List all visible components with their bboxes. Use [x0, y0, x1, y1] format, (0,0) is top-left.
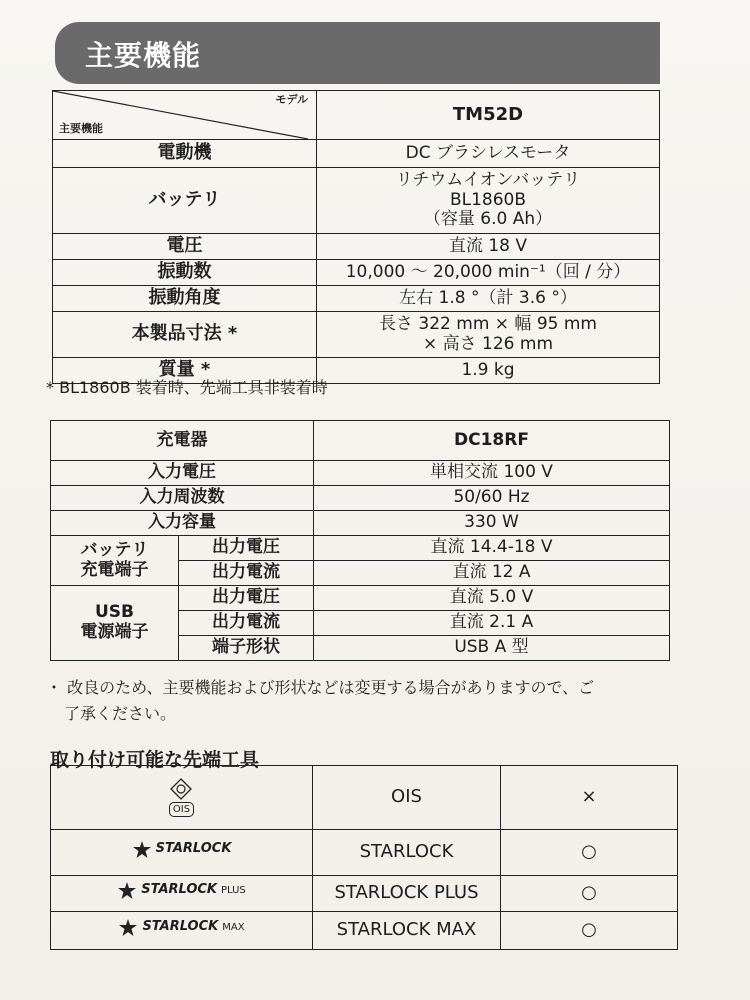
usb-output-current-value: 直流 2.1 A	[314, 611, 670, 636]
battery-output-voltage-value: 直流 14.4-18 V	[314, 536, 670, 561]
spec-table	[52, 90, 660, 384]
starlock-plus-logo-text: STARLOCK	[141, 882, 217, 898]
dimensions-line1: 長さ 322 mm × 幅 95 mm	[379, 313, 597, 334]
tools-heading: 取り付け可能な先端工具	[50, 749, 260, 771]
spec-label-weight: 質量 *	[53, 358, 317, 384]
model-name: TM52D	[317, 91, 660, 140]
charger-value-input-frequency: 50/60 Hz	[314, 486, 670, 511]
charger-note-line1: ・ 改良のため、主要機能および形状などは変更する場合がありますので、ご	[46, 678, 595, 697]
title-bar	[55, 22, 660, 84]
battery-type: リチウムイオンバッテリ	[395, 170, 581, 191]
starlock-logo	[132, 840, 232, 860]
model-label: モデル	[275, 93, 308, 106]
starlock-max-logo	[118, 918, 244, 938]
spec-label-angle: 振動角度	[53, 286, 317, 312]
spec-value-voltage: 直流 18 V	[317, 234, 660, 260]
charger-table	[50, 420, 670, 661]
battery-output-current-value: 直流 12 A	[314, 561, 670, 586]
tool-name-starlock-max: STARLOCK MAX	[313, 912, 501, 950]
spec-value-motor: DC ブラシレスモータ	[317, 140, 660, 168]
tool-name-ois: OIS	[313, 766, 501, 830]
starlock-plus-logo-suffix: PLUS	[221, 884, 246, 896]
spec-label-voltage: 電圧	[53, 234, 317, 260]
usb-terminal-line2: 電源端子	[80, 622, 149, 642]
spec-value-battery	[317, 168, 660, 234]
charger-value-input-capacity: 330 W	[314, 511, 670, 536]
tool-mark-starlock-max: ○	[501, 912, 678, 950]
battery-terminal-line1: バッテリ	[80, 539, 149, 560]
charger-label-input-capacity: 入力容量	[51, 511, 314, 536]
tool-logo-ois	[51, 766, 313, 830]
spec-header-diagonal-cell	[53, 91, 317, 140]
charger-label-input-voltage: 入力電圧	[51, 461, 314, 486]
tool-mark-starlock: ○	[501, 830, 678, 876]
charger-model: DC18RF	[314, 421, 670, 461]
starlock-logo-text: STARLOCK	[155, 841, 232, 857]
usb-terminal-group-label	[51, 586, 179, 661]
tool-name-starlock: STARLOCK	[313, 830, 501, 876]
spec-label-battery: バッテリ	[53, 168, 317, 234]
battery-capacity: （容量 6.0 Ah）	[423, 209, 553, 230]
usb-output-current-label: 出力電流	[179, 611, 314, 636]
battery-output-current-label: 出力電流	[179, 561, 314, 586]
usb-terminal-shape-label: 端子形状	[179, 636, 314, 661]
starlock-max-logo-text: STARLOCK	[142, 919, 219, 935]
tool-logo-starlock-plus	[51, 876, 313, 912]
usb-terminal-shape-value: USB A 型	[314, 636, 670, 661]
spec-label-motor: 電動機	[53, 140, 317, 168]
starlock-plus-icon	[117, 881, 137, 901]
usb-output-voltage-value: 直流 5.0 V	[314, 586, 670, 611]
battery-model: BL1860B	[449, 189, 527, 210]
tool-mark-starlock-plus: ○	[501, 876, 678, 912]
starlock-max-logo-suffix: MAX	[222, 921, 245, 933]
tools-table	[50, 765, 678, 950]
starlock-max-icon	[118, 918, 138, 938]
spec-value-frequency: 10,000 ～ 20,000 min⁻¹（回 / 分）	[317, 260, 660, 286]
battery-output-voltage-label: 出力電圧	[179, 536, 314, 561]
tool-mark-ois: ×	[501, 766, 678, 830]
tool-logo-starlock-max	[51, 912, 313, 950]
starlock-icon	[132, 840, 152, 860]
usb-terminal-line1: USB	[94, 602, 134, 623]
spec-value-angle: 左右 1.8 °（計 3.6 °）	[317, 286, 660, 312]
charger-header-label: 充電器	[51, 421, 314, 461]
charger-note-line2: 了承ください。	[64, 704, 177, 723]
spec-label-frequency: 振動数	[53, 260, 317, 286]
usb-output-voltage-label: 出力電圧	[179, 586, 314, 611]
spec-label-dimensions: 本製品寸法 *	[53, 312, 317, 358]
charger-value-input-voltage: 単相交流 100 V	[314, 461, 670, 486]
battery-terminal-group-label	[51, 536, 179, 586]
ois-logo-text: OIS	[169, 802, 194, 818]
ois-icon	[170, 778, 192, 800]
tool-logo-starlock	[51, 830, 313, 876]
spec-value-weight: 1.9 kg	[317, 358, 660, 384]
spec-value-dimensions	[317, 312, 660, 358]
spec-footnote: * BL1860B 装着時、先端工具非装着時	[46, 378, 328, 397]
page-title: 主要機能	[85, 39, 202, 72]
battery-terminal-line2: 充電端子	[80, 559, 149, 580]
charger-label-input-frequency: 入力周波数	[51, 486, 314, 511]
tool-name-starlock-plus: STARLOCK PLUS	[313, 876, 501, 912]
starlock-plus-logo	[117, 881, 246, 901]
dimensions-line2: × 高さ 126 mm	[422, 333, 554, 354]
function-label: 主要機能	[59, 122, 103, 136]
